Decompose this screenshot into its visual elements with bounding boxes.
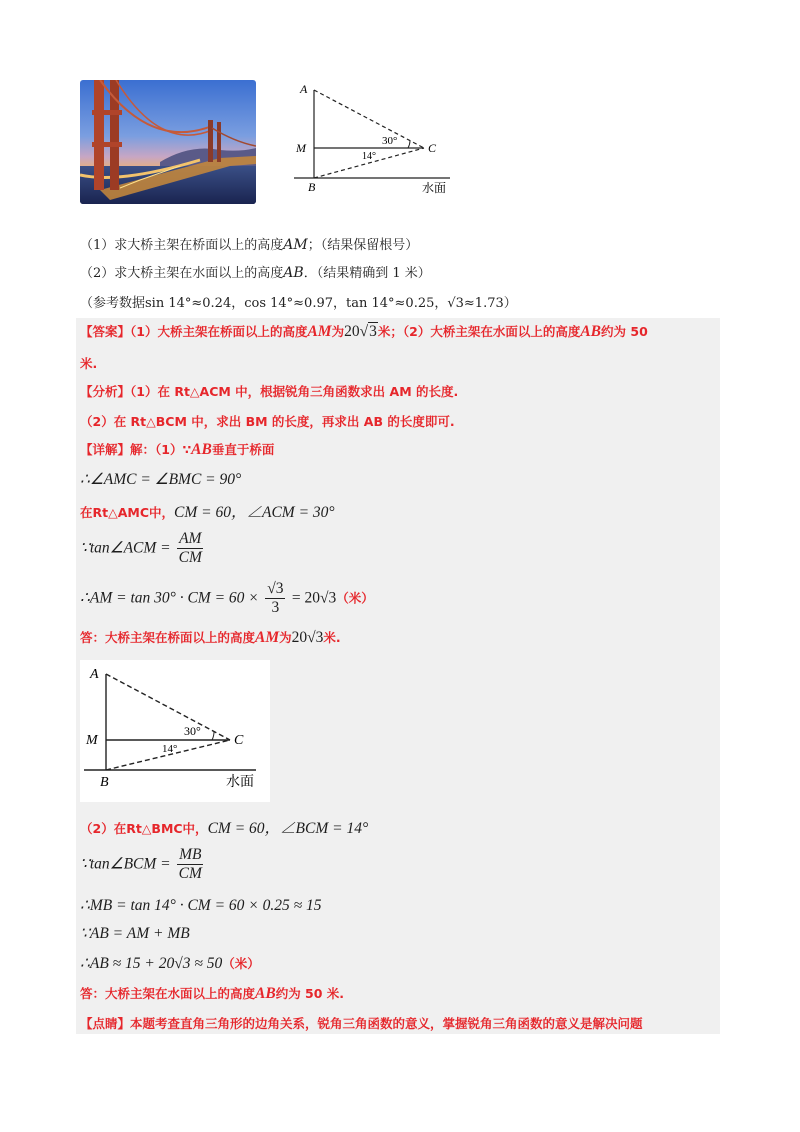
comment-tag: 【点睛】	[80, 1016, 131, 1031]
q2-var: AB	[283, 265, 304, 281]
water-label-2: 水面	[226, 774, 254, 790]
water-label: 水面	[422, 181, 447, 195]
detail-line-10: ∵AB = AM + MB	[80, 925, 190, 942]
answer-tag: 【答案】	[80, 324, 131, 339]
angle-30-2: 30°	[184, 724, 201, 738]
q2-suffix: ．（结果精确到 1 米）	[303, 266, 431, 281]
detail-line-12: 答：大桥主架在水面以上的高度AB约为 50 米.	[80, 985, 345, 1002]
label-b-2: B	[100, 775, 109, 790]
comment-line: 【点睛】本题考查直角三角形的边角关系，锐角三角函数的意义，掌握锐角三角函数的意义是解决问题	[80, 1016, 643, 1031]
angle-14-2: 14°	[162, 743, 178, 755]
detail-tag: 【详解】	[80, 442, 131, 457]
question-2	[80, 262, 431, 281]
analysis-line-2: （2）在 Rt△BCM 中，求出 BM 的长度，再求出 AB 的长度即可.	[80, 414, 455, 429]
detail-line-2: ∴∠AMC = ∠BMC = 90°	[80, 471, 242, 488]
reference-data: （参考数据sin 14°≈0.24，cos 14°≈0.97，tan 14°≈0.25，√3≈1.73）	[80, 296, 517, 311]
label-m: M	[296, 141, 306, 155]
q2-text: （2）求大桥主架在水面以上的高度	[80, 266, 284, 281]
analysis-tag: 【分析】	[80, 384, 131, 399]
q1-suffix: ；（结果保留根号）	[307, 238, 419, 253]
detail-line-3: 在Rt△AMC中，CM = 60，∠ACM = 30°	[80, 504, 335, 521]
angle-14: 14°	[362, 151, 376, 162]
detail-line-1: 【详解】解：（1）∵AB垂直于桥面	[80, 441, 275, 458]
detail-line-7: （2）在Rt△BMC中，CM = 60，∠BCM = 14°	[80, 820, 369, 837]
line-ac	[314, 90, 424, 148]
analysis-line-1: 【分析】（1）在 Rt△ACM 中，根据锐角三角函数求出 AM 的长度.	[80, 384, 459, 399]
label-c-2: C	[234, 733, 244, 748]
detail-line-9: ∴MB = tan 14° · CM = 60 × 0.25 ≈ 15	[80, 897, 322, 914]
detail-line-6: 答：大桥主架在桥面以上的高度AM为20√3米.	[80, 629, 341, 646]
label-a: A	[300, 82, 308, 96]
triangle-diagram	[290, 78, 460, 198]
q1-var: AM	[283, 237, 308, 253]
triangle-diagram-2	[80, 660, 270, 802]
detail-line-5: ∴AM = tan 30° · CM = 60 × $\frac{√3}{3}$ = 20√3（米）	[80, 580, 374, 616]
label-a-2: A	[90, 667, 99, 682]
answer-line-1: 【答案】（1）大桥主架在桥面以上的高度AM为20√3米；（2）大桥主架在水面以上的高度AB约为 50	[80, 323, 648, 340]
label-m-2: M	[86, 733, 98, 748]
detail-line-4: ∵tan∠ACM = $\frac{AM}{CM}$	[80, 530, 202, 566]
bridge-photo	[80, 80, 256, 204]
detail-line-11: ∴AB ≈ 15 + 20√3 ≈ 50（米）	[80, 955, 260, 972]
answer-line-2: 米.	[80, 356, 98, 371]
label-b: B	[308, 180, 316, 194]
triangle-diagram-2-panel	[80, 660, 270, 802]
question-1	[80, 234, 418, 253]
label-c: C	[428, 141, 437, 155]
angle-30: 30°	[382, 135, 398, 147]
q1-text: （1）求大桥主架在桥面以上的高度	[80, 238, 284, 253]
detail-line-8: ∵tan∠BCM = $\frac{MB}{CM}$	[80, 846, 202, 882]
